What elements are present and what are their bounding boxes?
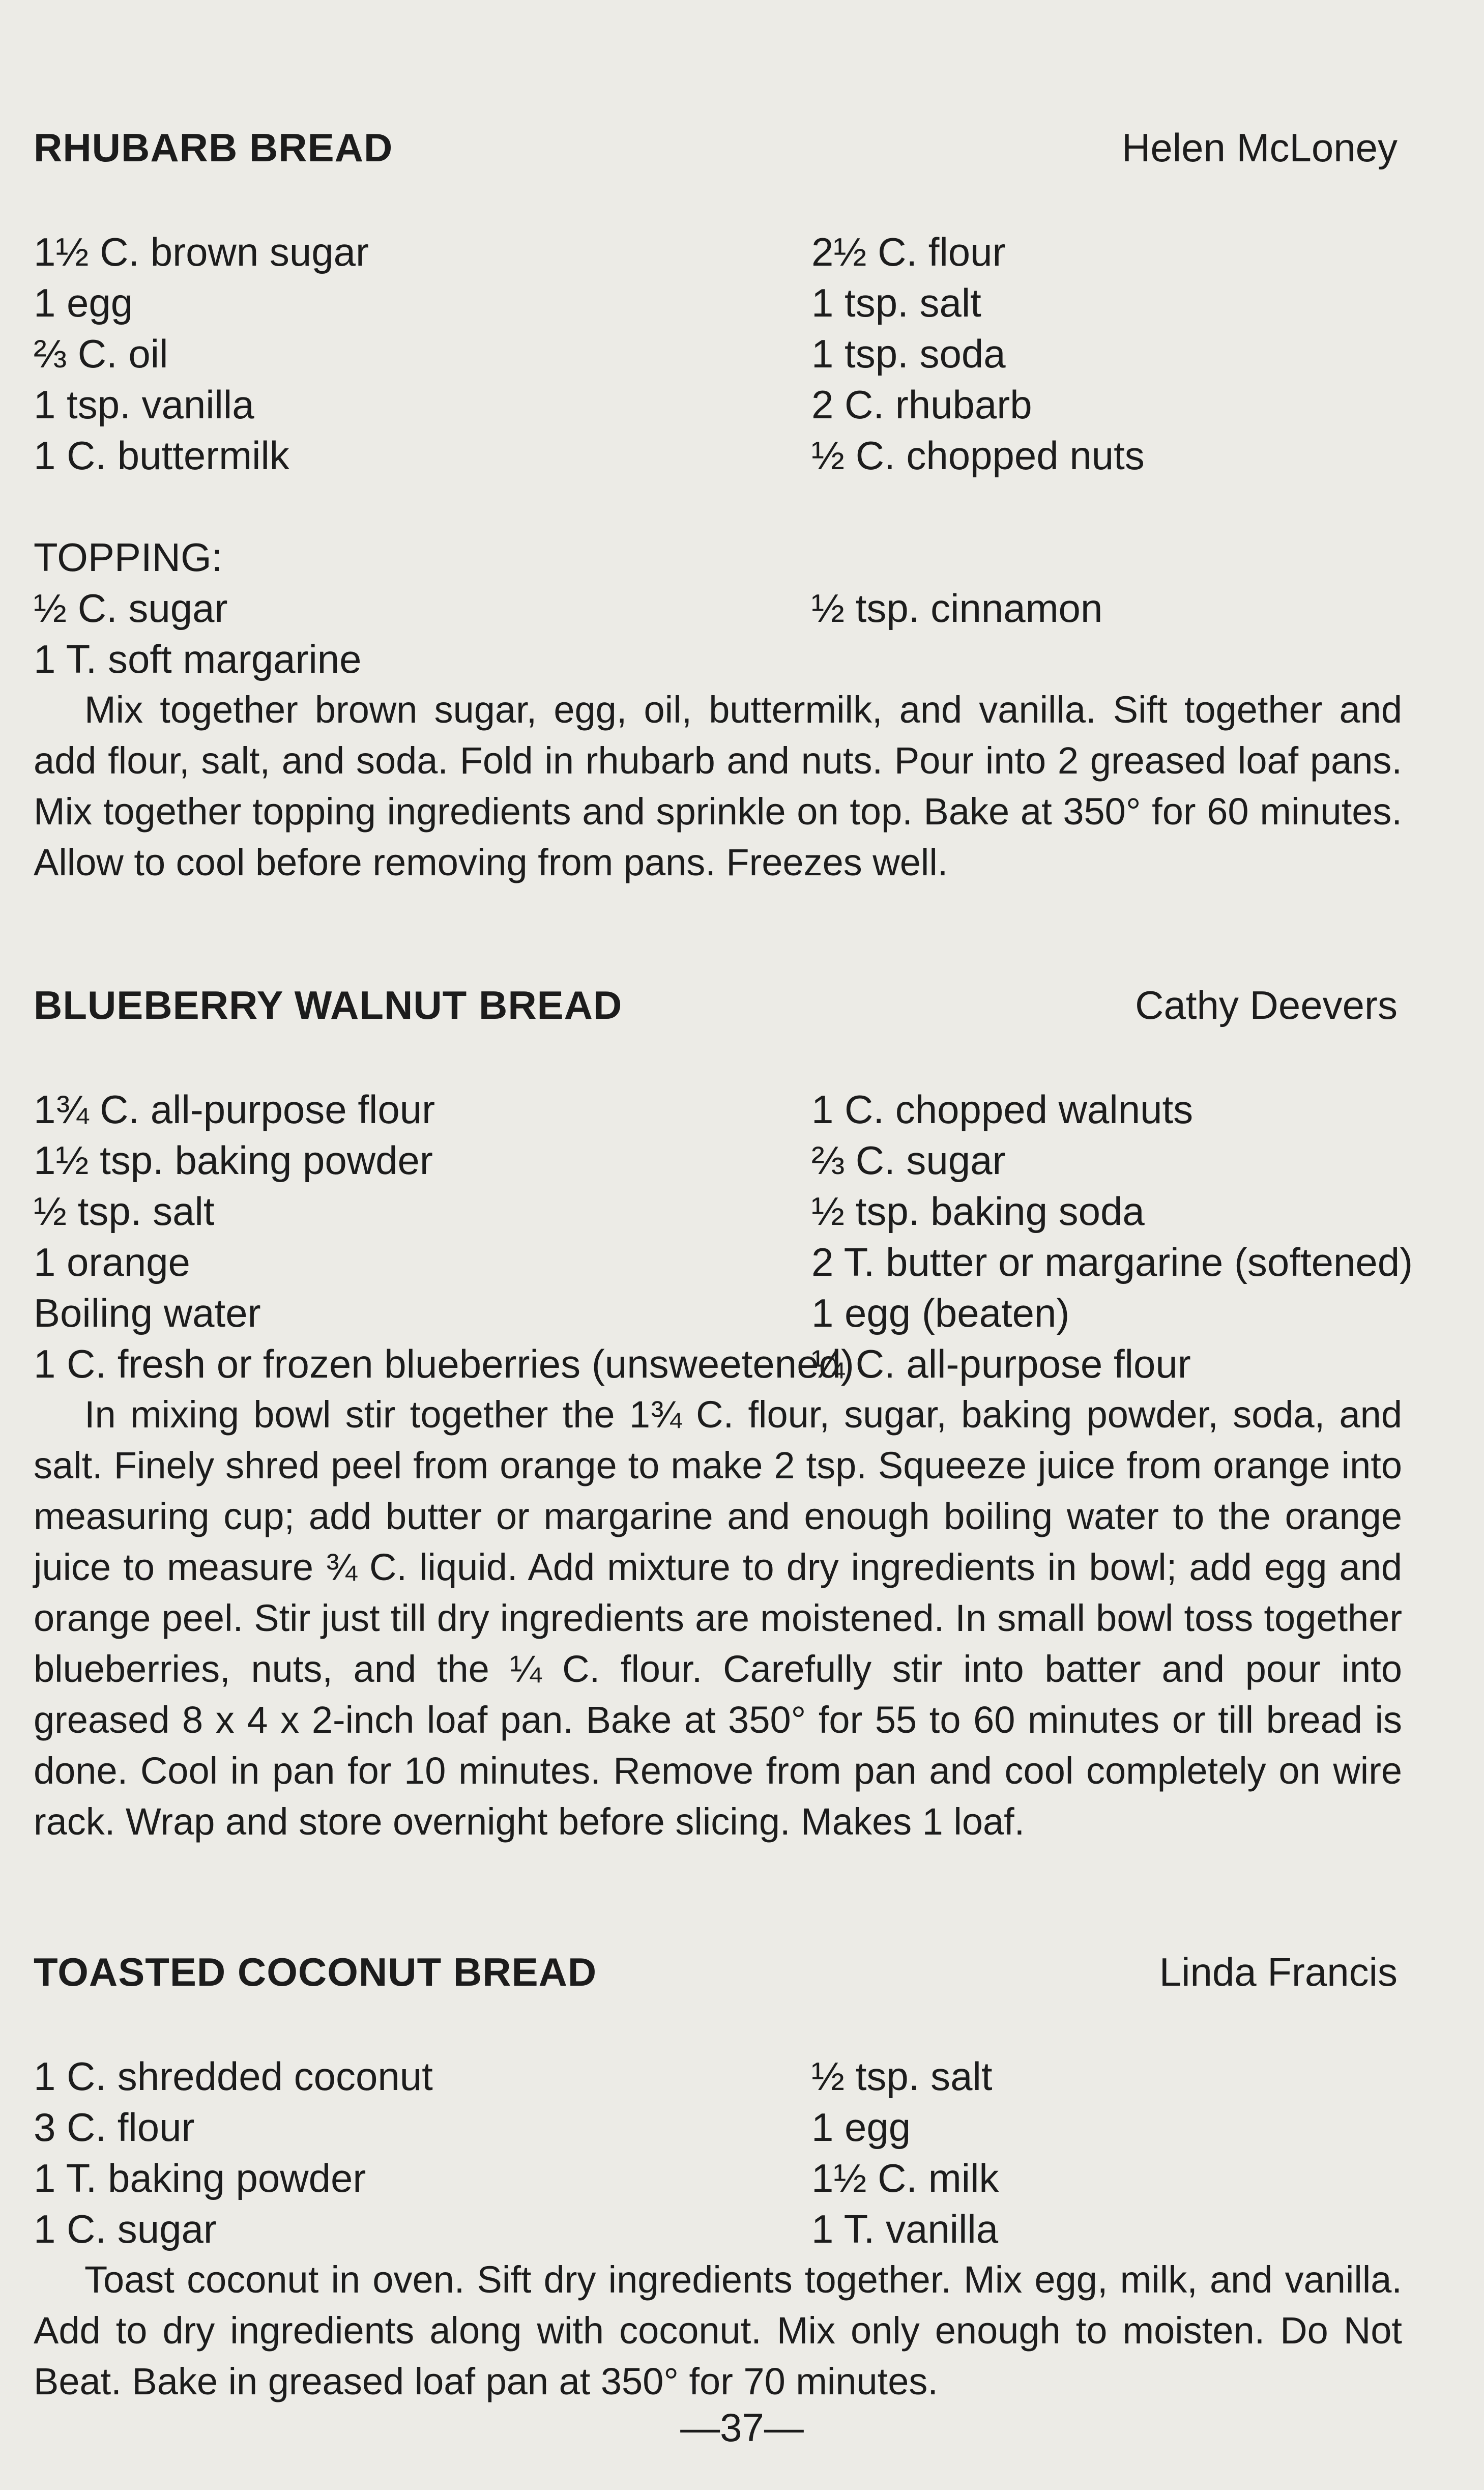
ingredient-left: 1 T. baking powder (34, 2156, 366, 2200)
ingredient-right: ¼ C. all-purpose flour (811, 1341, 1191, 1386)
topping-left: ½ C. sugar (34, 586, 228, 631)
ingredient-left: 1 C. shredded coconut (34, 2054, 433, 2099)
ingredient-right: ½ tsp. salt (811, 2054, 993, 2099)
ingredient-left: 1½ tsp. baking powder (34, 1138, 433, 1183)
ingredient-right: 1½ C. milk (811, 2156, 999, 2200)
recipe-directions: Mix together brown sugar, egg, oil, buttermilk, and vanilla. Sift together and add flour, salt, and soda. Fold in rhubarb and nuts. Pour into 2 greased loaf pans. Mix together topping ingredients and sprinkle on top. Bake at 350° for 60 minutes. Allow to cool before removing from pans. Freezes well. (34, 689, 1402, 883)
topping-label: TOPPING: (34, 535, 223, 580)
ingredient-left: 1 C. buttermilk (34, 433, 289, 478)
ingredient-left: 1 tsp. vanilla (34, 382, 254, 427)
recipe-header (0, 125, 1484, 181)
ingredient-right: 1 tsp. soda (811, 331, 1006, 376)
recipe-author: Cathy Deevers (1135, 983, 1398, 1027)
recipe-title: TOASTED COCONUT BREAD (34, 1950, 597, 1994)
ingredient-right: 1 tsp. salt (811, 280, 981, 325)
recipe-title: RHUBARB BREAD (34, 125, 393, 170)
ingredient-right: 1 egg (beaten) (811, 1291, 1070, 1335)
ingredient-right: 2 T. butter or margarine (softened) (811, 1240, 1413, 1284)
ingredient-left: Boiling water (34, 1291, 261, 1335)
page-number: —37— (680, 2405, 804, 2450)
ingredient-left: ⅔ C. oil (34, 331, 168, 376)
recipe-author: Helen McLoney (1122, 125, 1398, 170)
ingredient-right: 2 C. rhubarb (811, 382, 1032, 427)
recipe-directions: Toast coconut in oven. Sift dry ingredients together. Mix egg, milk, and vanilla. Add to dry ingredients along with coconut. Mix only enough to moisten. Do Not Beat. Bake in greased loaf pan at 350° for 70 minutes. (34, 2258, 1402, 2402)
recipe-author: Linda Francis (1159, 1950, 1398, 1994)
ingredient-left: 3 C. flour (34, 2105, 195, 2150)
ingredient-left: 1 egg (34, 280, 133, 325)
ingredient-right: 1 egg (811, 2105, 911, 2150)
ingredient-right: 1 C. chopped walnuts (811, 1087, 1194, 1132)
topping-left: 1 T. soft margarine (34, 637, 362, 681)
ingredient-right: 1 T. vanilla (811, 2207, 999, 2251)
recipe-title: BLUEBERRY WALNUT BREAD (34, 983, 623, 1027)
ingredient-right: ½ tsp. baking soda (811, 1189, 1145, 1234)
topping-right: ½ tsp. cinnamon (811, 586, 1103, 631)
ingredient-left: 1¾ C. all-purpose flour (34, 1087, 435, 1132)
ingredient-left: ½ tsp. salt (34, 1189, 215, 1234)
ingredient-left: 1 C. fresh or frozen blueberries (unsweetened) (34, 1341, 854, 1386)
recipe-header (0, 982, 1484, 1038)
ingredient-right: ⅔ C. sugar (811, 1138, 1006, 1183)
recipe-directions: In mixing bowl stir together the 1¾ C. flour, sugar, baking powder, soda, and salt. Finely shred peel from orange to make 2 tsp. Squeeze juice from orange into measuring cup; add butter or margarine and enough boiling water to the orange juice to measure ¾ C. liquid. Add mixture to dry ingredients in bowl; add egg and orange peel. Stir just till dry ingredients are moistened. In small bowl toss together blueberries, nuts, and the ¼ C. flour. Carefully stir into batter and pour into greased 8 x 4 x 2-inch loaf pan. Bake at 350° for 55 to 60 minutes or till bread is done. Cool in pan for 10 minutes. Remove from pan and cool completely on wire rack. Wrap and store overnight before slicing. Makes 1 loaf. (34, 1393, 1402, 1843)
ingredient-right: 2½ C. flour (811, 230, 1006, 274)
recipe-header (0, 1949, 1484, 2005)
ingredient-right: ½ C. chopped nuts (811, 433, 1145, 478)
ingredient-left: 1½ C. brown sugar (34, 230, 369, 274)
ingredient-left: 1 orange (34, 1240, 190, 1284)
ingredient-left: 1 C. sugar (34, 2207, 217, 2251)
